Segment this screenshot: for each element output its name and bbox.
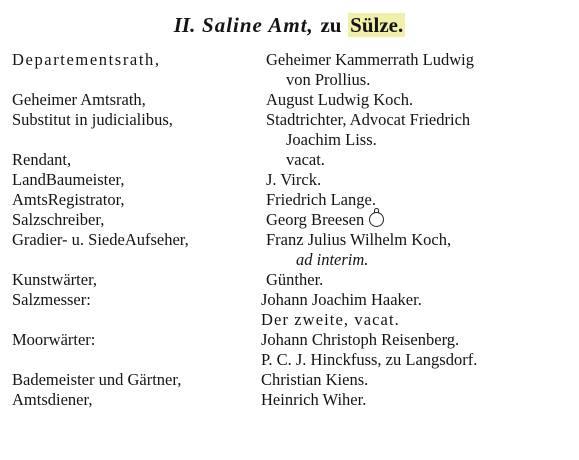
person-name: Johann Joachim Haaker. [261,290,422,309]
directory-row [0,90,579,110]
person-name: Christian Kiens. [261,370,369,389]
directory-row [0,70,579,90]
section-place: Sülze. [350,13,404,37]
section-title: Saline Amt, [202,13,314,37]
person-name: Georg Breesen [266,210,365,229]
staff-directory [0,50,579,410]
person-name: August Ludwig Koch. [266,90,414,109]
directory-row [0,230,579,250]
person-cell [266,210,384,230]
role-label: Amtsdiener, [12,390,93,409]
person-name: P. C. J. Hinckfuss, zu Langsdorf. [261,350,478,369]
directory-row [0,150,579,170]
person-name: Johann Christoph Reisenberg. [261,330,460,349]
role-label: Salzmesser: [12,290,91,309]
directory-row [0,370,579,390]
directory-row [0,290,579,310]
person-name: vacat. [286,150,325,169]
role-label: Substitut in judicialibus, [12,110,173,129]
role-label: Bademeister und Gärtner, [12,370,182,389]
person-name: ad interim. [296,250,369,269]
person-name: Der zweite, vacat. [261,310,400,329]
directory-row [0,390,579,410]
directory-row [0,270,579,290]
directory-row [0,130,579,150]
person-name: J. Virck. [266,170,322,189]
role-label: Geheimer Amtsrath, [12,90,146,109]
section-connector: zu [320,13,342,37]
directory-row [0,310,579,330]
directory-row [0,350,579,370]
role-label: Departementsrath, [12,50,161,69]
person-name: Stadtrichter, Advocat Friedrich [266,110,471,129]
role-label: LandBaumeister, [12,170,125,189]
directory-row [0,210,579,230]
person-name: Franz Julius Wilhelm Koch, [266,230,452,249]
directory-row [0,330,579,350]
ring-mark-icon [369,212,384,227]
section-numeral: II. [173,13,196,37]
role-label: Gradier- u. SiedeAufseher, [12,230,189,249]
section-heading [0,12,579,38]
directory-row [0,50,579,70]
directory-row [0,110,579,130]
person-name: Heinrich Wiher. [261,390,367,409]
directory-row [0,170,579,190]
role-label: Moorwärter: [12,330,96,349]
role-label: Rendant, [12,150,72,169]
person-name: Friedrich Lange. [266,190,376,209]
person-name: Joachim Liss. [286,130,377,149]
role-label: Salzschreiber, [12,210,105,229]
role-label: Kunstwärter, [12,270,98,289]
person-name: von Prollius. [286,70,371,89]
directory-row [0,190,579,210]
person-name: Günther. [266,270,324,289]
role-label: AmtsRegistrator, [12,190,125,209]
person-name: Geheimer Kammerrath Ludwig [266,50,475,69]
directory-row [0,250,579,270]
